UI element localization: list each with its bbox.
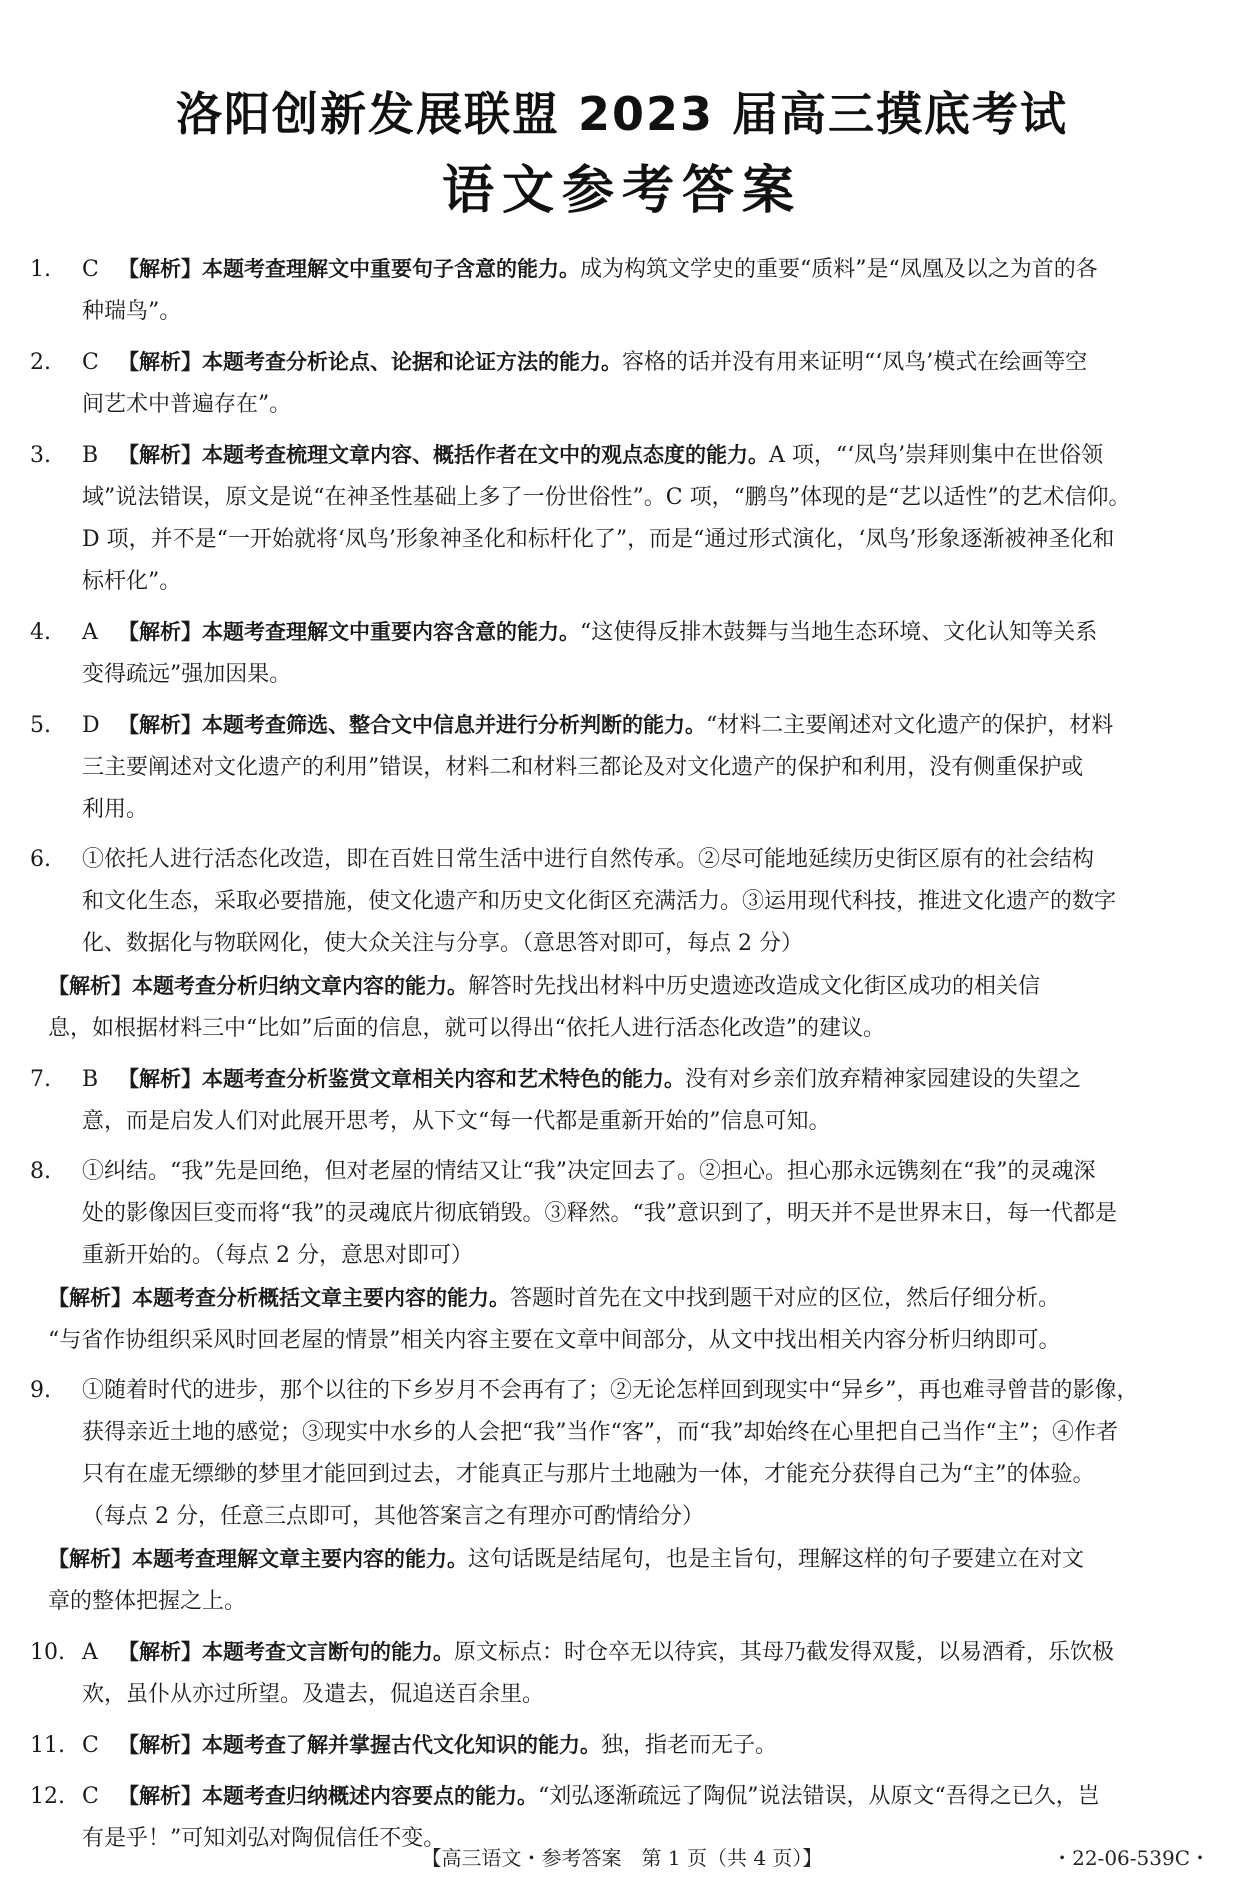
analysis-text: “与省作协组织采风时回老屋的情景”相关内容主要在文章中间部分，从文中找出相关内容分析归纳即可。 bbox=[48, 1328, 1061, 1353]
item-text: 成为构筑文学史的重要“质料”是“凤凰及以之为首的各 bbox=[580, 257, 1098, 282]
item-text: 没有对乡亲们放弃精神家园建设的失望之 bbox=[685, 1067, 1082, 1092]
item-number: 9. bbox=[30, 1378, 51, 1403]
item-number: 1. bbox=[30, 257, 51, 282]
answer-list bbox=[30, 248, 1210, 1868]
item-number: 7. bbox=[30, 1067, 51, 1092]
item-answer: C bbox=[82, 257, 99, 282]
analysis-text: 息，如根据材料三中“比如”后面的信息，就可以得出“依托人进行活态化改造”的建议。 bbox=[48, 1016, 885, 1041]
page-footer: 【高三语文・参考答案 第 1 页（共 4 页）】 bbox=[421, 1846, 823, 1870]
answer-item-8 bbox=[30, 1151, 1210, 1362]
item-text: 处的影像因巨变而将“我”的灵魂底片彻底销毁。③释然。“我”意识到了，明天并不是世界末日，每一代都是 bbox=[82, 1201, 1117, 1226]
item-number: 8. bbox=[30, 1159, 51, 1184]
analysis-text: 答题时首先在文中找到题干对应的区位，然后仔细分析。 bbox=[510, 1286, 1061, 1311]
item-text: 三主要阐述对文化遗产的利用”错误，材料二和材料三都论及对文化遗产的保护和利用，没有侧重保护或 bbox=[82, 755, 1084, 780]
item-text: 化、数据化与物联网化，使大众关注与分享。（意思答对即可，每点 2 分） bbox=[82, 931, 803, 956]
item-number: 4. bbox=[30, 620, 51, 645]
analysis-tag: 【解析】本题考查梳理文章内容、概括作者在文中的观点态度的能力。 bbox=[118, 443, 769, 467]
document-title: 语文参考答案 bbox=[441, 161, 802, 221]
analysis-tag: 【解析】本题考查分析鉴赏文章相关内容和艺术特色的能力。 bbox=[118, 1067, 685, 1091]
item-text: 种瑞鸟”。 bbox=[82, 299, 182, 324]
item-text: 重新开始的。（每点 2 分，意思对即可） bbox=[82, 1243, 473, 1268]
item-text: 和文化生态，采取必要措施，使文化遗产和历史文化街区充满活力。③运用现代科技，推进文化遗产的数字 bbox=[82, 889, 1117, 914]
item-text: 利用。 bbox=[82, 797, 149, 822]
item-text: 获得亲近土地的感觉；③现实中水乡的人会把“我”当作“客”，而“我”却始终在心里把自己当作“主”；④作者 bbox=[82, 1420, 1118, 1445]
analysis-tag: 【解析】本题考查理解文中重要句子含意的能力。 bbox=[118, 257, 580, 281]
analysis-text: 解答时先找出材料中历史遗迹改造成文化街区成功的相关信 bbox=[468, 974, 1041, 999]
item-text: A 项，“‘凤鸟’崇拜则集中在世俗领 bbox=[769, 443, 1104, 468]
answer-item-3 bbox=[30, 434, 1210, 603]
item-text: “材料二主要阐述对文化遗产的保护，材料 bbox=[706, 713, 1114, 738]
exam-title: 洛阳创新发展联盟 2023 届高三摸底考试 bbox=[175, 87, 1069, 141]
analysis-tag: 【解析】本题考查分析论点、论据和论证方法的能力。 bbox=[118, 350, 622, 374]
answer-item-5 bbox=[30, 704, 1210, 831]
item-text: D 项，并不是“一开始就将‘凤鸟’形象神圣化和标杆化了”，而是“通过形式演化，‘凤鸟’形象逐渐被神圣化和 bbox=[82, 527, 1115, 552]
item-text: （每点 2 分，任意三点即可，其他答案言之有理亦可酌情给分） bbox=[82, 1504, 704, 1529]
answer-item-1 bbox=[30, 248, 1210, 333]
item-text: 意，而是启发人们对此展开思考，从下文“每一代都是重新开始的”信息可知。 bbox=[82, 1109, 831, 1134]
item-text: ①纠结。“我”先是回绝，但对老屋的情结又让“我”决定回去了。②担心。担心那永远镌刻在“我”的灵魂深 bbox=[82, 1159, 1096, 1184]
item-number: 3. bbox=[30, 443, 51, 468]
item-text: 独，指老而无子。 bbox=[601, 1733, 778, 1758]
item-number: 6. bbox=[30, 847, 51, 872]
item-text: 容格的话并没有用来证明“‘凤鸟’模式在绘画等空 bbox=[622, 350, 1088, 375]
document-code: ・22-06-539C・ bbox=[1052, 1846, 1210, 1870]
item-text: 只有在虚无缥缈的梦里才能回到过去，才能真正与那片土地融为一体，才能充分获得自己为“主”的体验。 bbox=[82, 1462, 1095, 1487]
analysis-tag: 【解析】本题考查分析归纳文章内容的能力。 bbox=[48, 974, 468, 998]
analysis-tag: 【解析】本题考查归纳概述内容要点的能力。 bbox=[118, 1784, 538, 1808]
answer-item-2 bbox=[30, 341, 1210, 426]
item-answer: D bbox=[82, 713, 100, 738]
item-text: 有是乎！”可知刘弘对陶侃信任不变。 bbox=[82, 1826, 446, 1851]
analysis-tag: 【解析】本题考查理解文中重要内容含意的能力。 bbox=[118, 620, 580, 644]
answer-item-9 bbox=[30, 1370, 1210, 1623]
item-answer: A bbox=[82, 620, 98, 645]
analysis-tag: 【解析】本题考查了解并掌握古代文化知识的能力。 bbox=[118, 1733, 601, 1757]
answer-item-10 bbox=[30, 1631, 1210, 1716]
item-number: 10. bbox=[30, 1640, 65, 1665]
answer-item-6 bbox=[30, 839, 1210, 1050]
item-text: “刘弘逐渐疏远了陶侃”说法错误，从原文“吾得之已久，岂 bbox=[538, 1784, 1100, 1809]
item-text: 原文标点：时仓卒无以待宾，其母乃截发得双髲，以易酒肴，乐饮极 bbox=[454, 1640, 1115, 1665]
item-text: 标杆化”。 bbox=[82, 569, 182, 594]
item-text: “这使得反排木鼓舞与当地生态环境、文化认知等关系 bbox=[580, 620, 1098, 645]
item-answer: A bbox=[82, 1640, 98, 1665]
answer-item-4 bbox=[30, 611, 1210, 696]
analysis-tag: 【解析】本题考查分析概括文章主要内容的能力。 bbox=[48, 1286, 510, 1310]
item-text: 域”说法错误，原文是说“在神圣性基础上多了一份世俗性”。C 项，“鹏鸟”体现的是“艺以适性”的艺术信仰。 bbox=[82, 485, 1131, 510]
item-text: 变得疏远”强加因果。 bbox=[82, 662, 292, 687]
item-number: 2. bbox=[30, 350, 51, 375]
answer-item-7 bbox=[30, 1058, 1210, 1143]
item-answer: B bbox=[82, 1067, 99, 1092]
item-answer: C bbox=[82, 350, 99, 375]
analysis-tag: 【解析】本题考查文言断句的能力。 bbox=[118, 1640, 454, 1664]
item-text: ①随着时代的进步，那个以往的下乡岁月不会再有了；②无论怎样回到现实中“异乡”，再也难寻曾昔的影像， bbox=[82, 1378, 1139, 1403]
item-number: 12. bbox=[30, 1784, 65, 1809]
item-answer: C bbox=[82, 1784, 99, 1809]
item-text: 欢，虽仆从亦过所望。及遣去，侃追送百余里。 bbox=[82, 1682, 545, 1707]
item-number: 5. bbox=[30, 713, 51, 738]
analysis-text: 章的整体把握之上。 bbox=[48, 1589, 247, 1614]
analysis-tag: 【解析】本题考查筛选、整合文中信息并进行分析判断的能力。 bbox=[118, 713, 706, 737]
answer-item-11 bbox=[30, 1724, 1210, 1767]
item-number: 11. bbox=[30, 1733, 65, 1758]
item-text: 间艺术中普遍存在”。 bbox=[82, 392, 292, 417]
item-answer: C bbox=[82, 1733, 99, 1758]
item-answer: B bbox=[82, 443, 99, 468]
analysis-tag: 【解析】本题考查理解文章主要内容的能力。 bbox=[48, 1547, 468, 1571]
item-text: ①依托人进行活态化改造，即在百姓日常生活中进行自然传承。②尽可能地延续历史街区原有的社会结构 bbox=[82, 847, 1095, 872]
analysis-text: 这句话既是结尾句，也是主旨句，理解这样的句子要建立在对文 bbox=[468, 1547, 1085, 1572]
